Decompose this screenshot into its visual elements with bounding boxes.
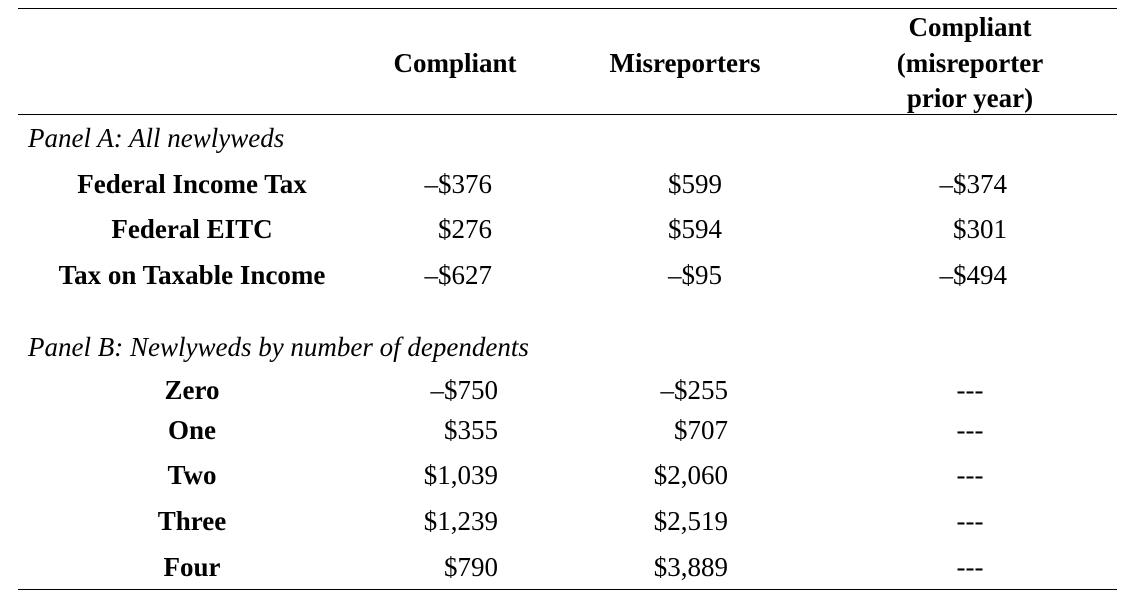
cell-compliant: $1,039 [423,460,498,490]
cell-misreporters: $2,060 [653,460,728,490]
header-compliant: Compliant [393,48,517,78]
cell-compliant-prior: $301 [953,214,1007,244]
cell-compliant: $790 [444,552,498,582]
cell-compliant-prior: –$494 [939,260,1007,290]
cell-misreporters: $3,889 [653,552,728,582]
row-label: Three [157,506,227,536]
cell-compliant: –$627 [424,260,492,290]
row-label: Four [163,552,221,582]
cell-compliant-prior: --- [956,375,984,405]
cell-compliant-prior: --- [956,552,984,582]
row-label: Federal EITC [111,214,273,244]
header-misreporters: Misreporters [609,48,761,78]
row-label: Federal Income Tax [77,169,307,199]
cell-misreporters: $707 [674,415,728,445]
header-compliant-prior-line2: (misreporter [896,48,1044,78]
header-compliant-prior-line1: Compliant [908,12,1032,42]
cell-compliant: $276 [438,214,492,244]
bottom-rule [18,589,1117,590]
cell-compliant-prior: --- [956,506,984,536]
row-label: Tax on Taxable Income [58,260,326,290]
row-label: Zero [164,375,220,405]
header-compliant-prior-line3: prior year) [906,83,1034,113]
panel-a-title: Panel A: All newlyweds [28,123,285,153]
cell-compliant-prior: --- [956,415,984,445]
cell-compliant: $355 [444,415,498,445]
panel-b-title: Panel B: Newlyweds by number of dependents [28,332,529,362]
cell-misreporters: –$255 [660,375,728,405]
cell-misreporters: $594 [668,214,722,244]
cell-compliant: –$750 [430,375,498,405]
row-label: One [167,415,216,445]
cell-misreporters: $2,519 [653,506,728,536]
cell-misreporters: –$95 [668,260,722,290]
header-rule [18,114,1117,115]
row-label: Two [167,460,217,490]
top-rule [18,8,1117,9]
cell-compliant-prior: –$374 [939,169,1007,199]
cell-compliant: –$376 [424,169,492,199]
cell-compliant-prior: --- [956,460,984,490]
cell-compliant: $1,239 [423,506,498,536]
cell-misreporters: $599 [668,169,722,199]
